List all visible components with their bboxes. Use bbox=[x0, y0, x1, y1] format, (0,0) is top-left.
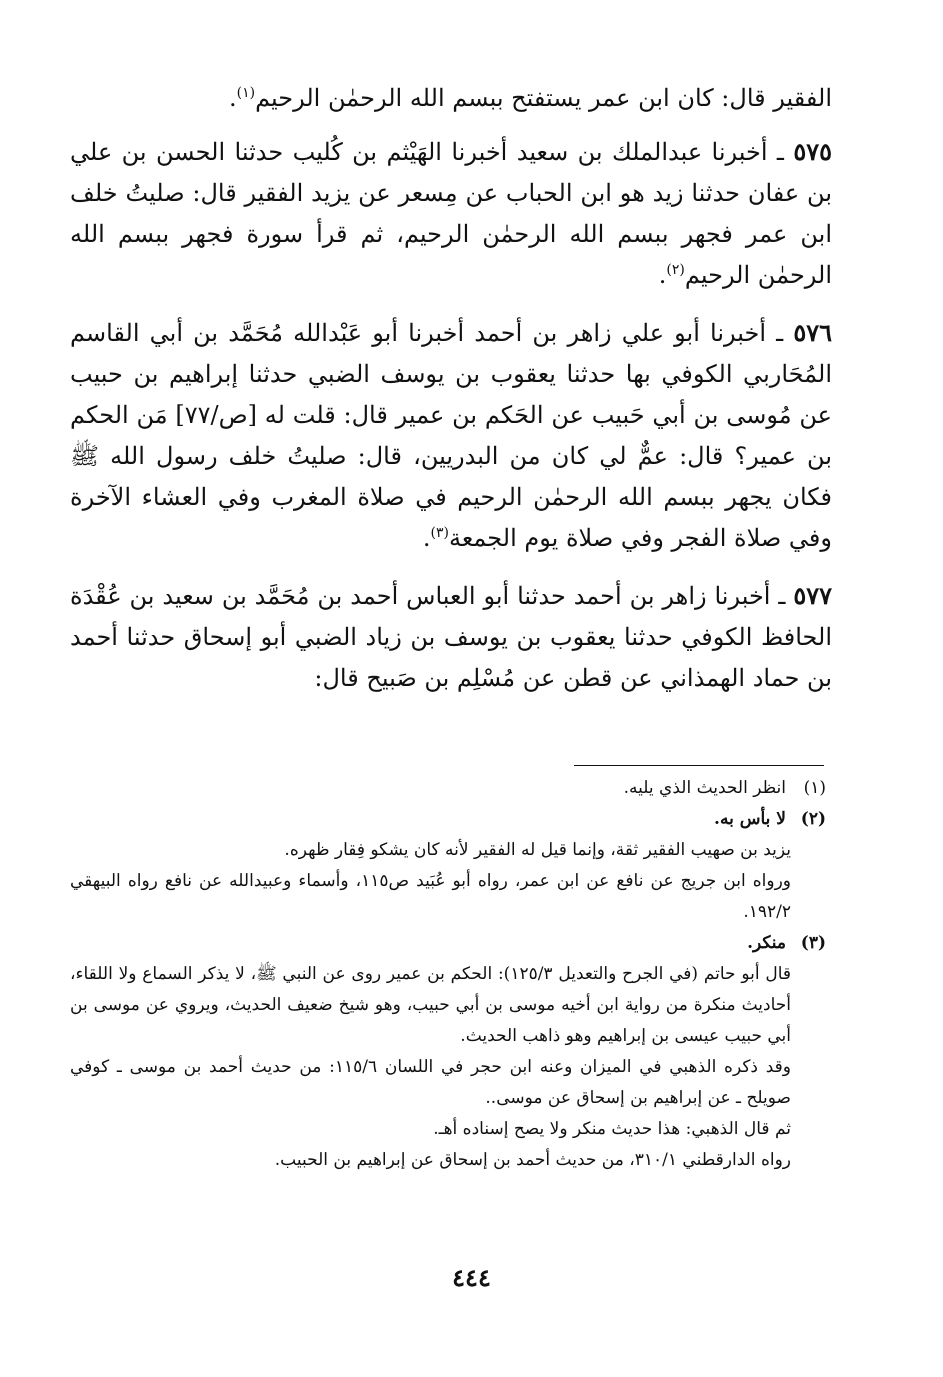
hadith-576: ٥٧٦ ـ أخبرنا أبو علي زاهر بن أحمد أخبرنا أبو عَبْدالله مُحَمَّد بن أبي القاسم المُحَاربي الكوفي بها حدثنا يعقوب بن يوسف الضبي حدثنا إبراهيم بن حبيب عن مُوسى بن أبي حَبيب عن الحَكم بن عمير قال: قلت له [ص/٧٧] مَن الحكم بن عمير؟ قال: عمٌّ لي كان من البدريين، قال: صليتُ خلف رسول الله ﷺ فكان يجهر ببسم الله الرحمٰن الرحيم في صلاة المغرب وفي العشاء الآخرة وفي صلاة الفجر وفي صلاة يوم الجمعة$^{(٣)}$. bbox=[70, 318, 832, 552]
footnote-verdict: منكر. bbox=[747, 933, 786, 953]
footnote-text: ورواه ابن جريج عن نافع عن ابن عمر، رواه أبو عُبَيد ص١١٥، وأسماء وعبيدالله عن نافع رواه البيهقي ١٩٢/٢. bbox=[70, 871, 791, 922]
footnote-3 bbox=[70, 928, 826, 959]
footnote-marker: (٣) bbox=[800, 933, 826, 953]
footnote-marker: (٢) bbox=[800, 809, 826, 829]
footnote-ref-3: (٣) bbox=[430, 525, 449, 541]
footnote-text: يزيد بن صهيب الفقير ثقة، وإنما قيل له الفقير لأنه كان يشكو فِقار ظهره. bbox=[284, 840, 791, 860]
hadith-number: ٥٧٦ bbox=[793, 318, 832, 347]
footnote-text: وقد ذكره الذهبي في الميزان وعنه ابن حجر في اللسان ١١٥/٦: من حديث أحمد بن موسى ـ كوفي صويلح ـ عن إبراهيم بن إسحاق عن موسى.. bbox=[70, 1057, 791, 1108]
hadith-text: ـ أخبرنا زاهر بن أحمد حدثنا أبو العباس أحمد بن مُحَمَّد بن سعيد بن عُقْدَة الحافظ الكوفي حدثنا يعقوب بن يوسف بن زياد الضبي أبو إسحاق حدثنا أحمد بن حماد الهمذاني عن قطن عن مُسْلِم بن صَبيح قال: bbox=[70, 582, 832, 692]
footnote-ref-2: (٢) bbox=[666, 262, 685, 278]
footnote-verdict: لا بأس به. bbox=[714, 809, 786, 829]
footnote-marker: (١) bbox=[803, 778, 826, 798]
hadith-575: ٥٧٥ ـ أخبرنا عبدالملك بن سعيد أخبرنا الهَيْثم بن كُليب حدثنا الحسن بن علي بن عفان حدثنا زيد هو ابن الحباب عن مِسعر عن يزيد الفقير قال: صليتُ خلف ابن عمر فجهر ببسم الله الرحمٰن الرحيم، ثم قرأ سورة فجهر ببسم الله الرحمٰن الرحيم$^{(٢)}$. bbox=[70, 137, 832, 289]
intro-text: الفقير قال: كان ابن عمر يستفتح ببسم الله الرحمٰن الرحيم bbox=[255, 84, 832, 112]
hadith-text: ـ أخبرنا أبو علي زاهر بن أحمد أخبرنا أبو عَبْدالله مُحَمَّد بن أبي القاسم المُحَاربي الكوفي بها حدثنا يعقوب بن يوسف الضبي حدثنا إبراهيم بن حبيب عن مُوسى بن أبي حَبيب عن الحَكم بن عمير قال: قلت له [ص/٧٧] مَن الحكم بن عمير؟ قال: عمٌّ لي كان من البدريين، قال: صليتُ خلف رسول الله ﷺ فكان يجهر ببسم الله الرحمٰن الرحيم في صلاة المغرب وفي العشاء الآخرة وفي صلاة الفجر وفي صلاة يوم الجمعة bbox=[70, 319, 832, 552]
main-text bbox=[70, 78, 832, 715]
footnotes bbox=[70, 773, 826, 1176]
footnote-text: انظر الحديث الذي يليه. bbox=[623, 778, 786, 798]
hadith-number: ٥٧٥ bbox=[793, 137, 832, 166]
intro-paragraph: الفقير قال: كان ابن عمر يستفتح ببسم الله الرحمٰن الرحيم$^{(١)}$. bbox=[228, 84, 832, 112]
footnote-text: قال أبو حاتم (في الجرح والتعديل ١٢٥/٣): الحكم بن عمير روى عن النبي ﷺ، لا يذكر السماع ولا اللقاء، أحاديث منكرة من رواية ابن أخيه موسى بن أبي حبيب، وهو شيخ ضعيف الحديث، ويروي عن موسى بن أبي حبيب عيسى بن إبراهيم وهو ذاهب الحديث. bbox=[70, 964, 791, 1046]
page-number: ٤٤٤ bbox=[452, 1263, 491, 1292]
footnote-1 bbox=[70, 773, 826, 804]
hadith-text: ـ أخبرنا عبدالملك بن سعيد أخبرنا الهَيْثم بن كُليب حدثنا الحسن بن علي بن عفان حدثنا زيد هو ابن الحباب عن مِسعر عن يزيد الفقير قال: صليتُ خلف ابن عمر فجهر ببسم الله الرحمٰن الرحيم، ثم قرأ سورة فجهر ببسم الله الرحمٰن الرحيم bbox=[70, 138, 832, 289]
hadith-577 bbox=[70, 575, 832, 699]
footnote-2 bbox=[70, 804, 826, 835]
footnote-ref-1: (١) bbox=[236, 85, 256, 101]
footnote-text: ثم قال الذهبي: هذا حديث منكر ولا يصح إسناده أهـ. bbox=[433, 1119, 791, 1139]
footnote-divider bbox=[574, 765, 824, 766]
footnote-text: رواه الدارقطني ٣١٠/١، من حديث أحمد بن إسحاق عن إبراهيم بن الحبيب. bbox=[274, 1150, 791, 1170]
hadith-number: ٥٧٧ bbox=[793, 581, 832, 610]
